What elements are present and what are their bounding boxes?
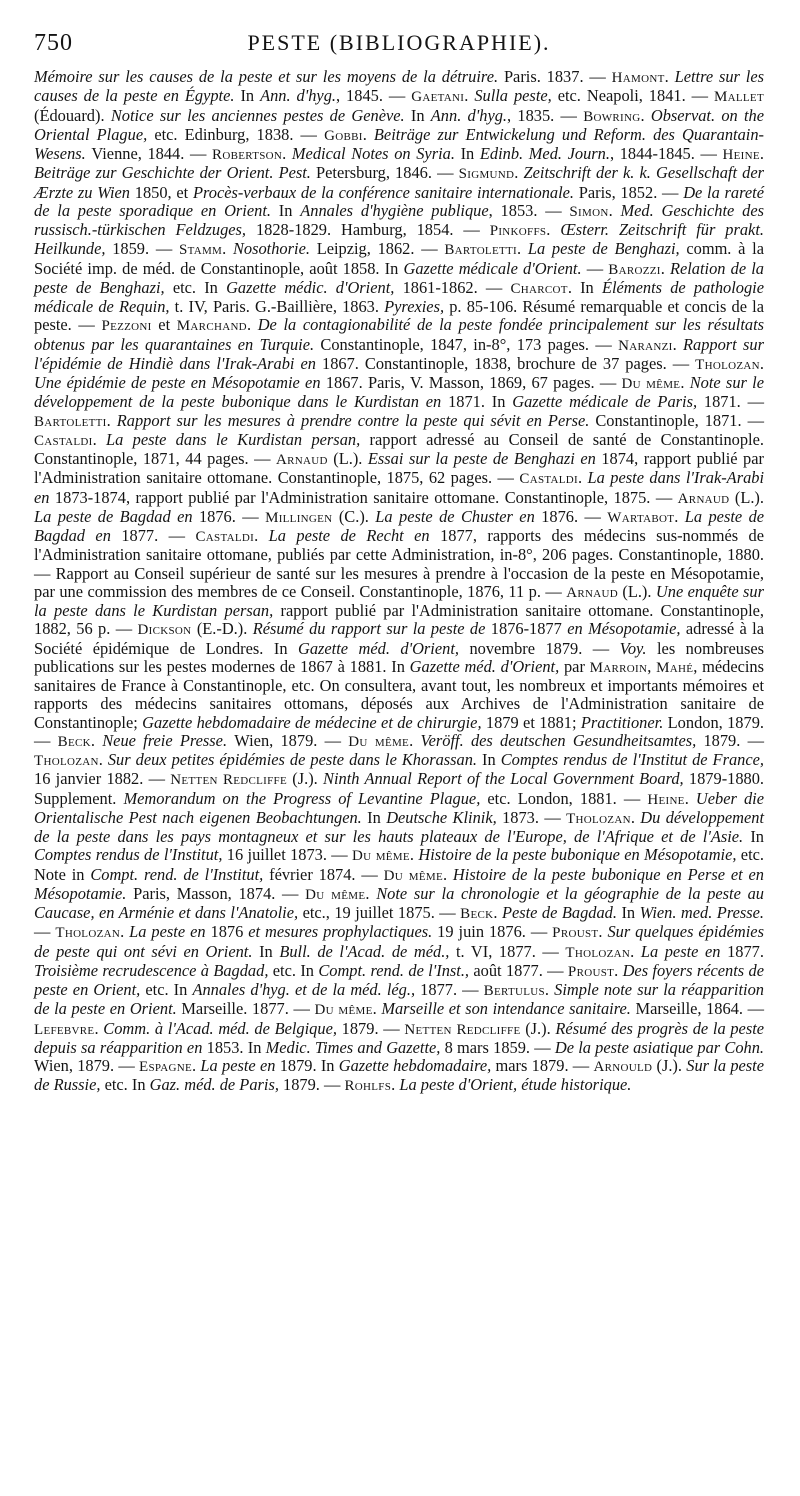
roman-text-segment: — (34, 922, 56, 942)
italic-title-segment: Simple note sur la réapparition de la peste en Orient. (34, 980, 764, 1019)
italic-title-segment: Voy. (619, 638, 657, 658)
roman-text-segment: In (278, 200, 301, 220)
author-name-segment: Castaldi (195, 529, 255, 545)
roman-text-segment: 1877. — (121, 526, 196, 545)
roman-text-segment: . (672, 334, 683, 354)
roman-text-segment: les nombreuses publications sur les pestes modernes de 1867 à 1881. In (34, 638, 764, 676)
roman-text-segment: (J.). (652, 1056, 687, 1075)
roman-text-segment: Leipzig, 1862. — (316, 239, 445, 259)
roman-text-segment: etc. Edinburg, 1838. — (154, 124, 325, 144)
roman-text-segment: . (192, 1056, 201, 1075)
author-name-segment: Dickson (137, 622, 192, 639)
italic-title-segment: Du développement de la peste dans les pays montagneux et sur les hauts plateaux de l'Europe, de l'Afrique et de l'Asie. (34, 807, 764, 846)
italic-title-segment: La peste en (200, 1056, 280, 1075)
roman-text-segment: . (94, 1018, 104, 1038)
roman-text-segment: 1873-1874, rapport publié par l'Administration sanitaire ottomane. Constantinople, 1875. — (54, 487, 678, 507)
italic-title-segment: Histoire de la peste bubonique en Perse et en Mésopotamie. (34, 864, 764, 903)
roman-text-segment: . (464, 86, 475, 106)
roman-text-segment: . (493, 903, 502, 922)
roman-text-segment: t. IV, Paris. G.-Baillière, 1863. (174, 297, 385, 316)
italic-title-segment: Comm. à l'Acad. méd. de Belgique, (103, 1018, 342, 1038)
italic-title-segment: La peste de Benghazi, (527, 239, 687, 259)
italic-title-segment: La peste de Recht en (268, 526, 441, 545)
roman-text-segment: Wien, 1879. — (34, 1056, 139, 1075)
roman-text-segment: etc. In (272, 960, 319, 980)
italic-title-segment: Compt. rend. de l'Institut, (90, 864, 270, 884)
author-name-segment: Tholozan (566, 810, 631, 827)
roman-text-segment: . (254, 526, 269, 545)
author-name-segment: Sigmund (458, 166, 515, 183)
italic-title-segment: Sur deux petites épidémies de peste dans le Khorassan. (107, 750, 483, 769)
italic-title-segment: Beiträge zur Entwickelung und Reform. des Quarantain-Wesens. (34, 124, 764, 163)
author-name-segment: Castaldi (519, 471, 578, 488)
roman-text-segment: 1850, et (134, 182, 193, 202)
roman-text-segment: 8 mars 1859. — (444, 1037, 555, 1057)
roman-text-segment: Marseille, 1864. — (635, 999, 764, 1019)
bibliography-paragraph (34, 68, 764, 1096)
italic-title-segment: Troisième recrudescence à Bagdad, (34, 960, 273, 980)
roman-text-segment: rapport publié par l'Administration sanitaire ottomane. Constantinople, 1882, 56 p. — (34, 601, 764, 639)
roman-text-segment: . (106, 410, 117, 430)
italic-title-segment: Beiträge zur Geschichte der Orient. Pest. (34, 163, 317, 183)
italic-title-segment: Gazette méd. d'Orient, (297, 638, 470, 658)
roman-text-segment: 1874, rapport publié par l'Administration sanitaire ottomane. Constantinople, 1875, 62 pages. — (34, 449, 764, 488)
roman-text-segment: 1879. — (341, 1018, 405, 1038)
roman-text-segment: . (372, 999, 382, 1019)
roman-text-segment: mars 1879. — (495, 1056, 594, 1075)
author-name-segment: Marchand (176, 318, 247, 335)
roman-text-segment: . (759, 353, 764, 373)
italic-title-segment: en Mésopotamie, (567, 619, 686, 639)
roman-text-segment: Vienne, 1844. — (91, 144, 213, 163)
roman-text-segment: Paris. 1837. — (503, 67, 612, 86)
roman-text-segment: , 1835. — (507, 105, 584, 125)
author-name-segment: Heine (722, 147, 760, 163)
roman-text-segment: . (514, 163, 524, 183)
italic-title-segment: Edinb. Med. Journ. (479, 144, 610, 163)
roman-text-segment: , 1853. — (488, 200, 570, 220)
italic-title-segment: La peste de Bagdad en (34, 506, 765, 545)
roman-text-segment: 1877. — (420, 980, 484, 999)
roman-text-segment: comm. à la Société imp. de méd. de Constantinople, août 1858. In (34, 239, 764, 278)
italic-title-segment: Sulla peste, (474, 86, 558, 106)
roman-text-segment: . (409, 845, 419, 865)
italic-title-segment: Note sur le développement de la peste bubonique dans le Kurdistan en (34, 373, 764, 412)
roman-text-segment: etc. Neapoli, 1841. — (557, 86, 714, 106)
author-name-segment: Du même (348, 733, 410, 750)
roman-text-segment: In (259, 941, 280, 961)
roman-text-segment: In (621, 903, 640, 922)
roman-text-segment: 1876-1877 (490, 619, 568, 639)
italic-title-segment: Peste de Bagdad. (501, 903, 622, 922)
author-name-segment: Marroin (589, 659, 648, 676)
author-name-segment: Tholozan (55, 925, 121, 942)
italic-title-segment: Comptes rendus de l'Institut, (34, 845, 227, 865)
author-name-segment: Arnould (593, 1059, 653, 1075)
roman-text-segment: In (750, 827, 764, 846)
author-name-segment: Arnaud (677, 490, 730, 507)
roman-text-segment: novembre 1879. — (469, 638, 620, 658)
roman-text-segment: 1877, rapports des médecins sus-nommés de l'Administration sanitaire ottomane, publiés par cette Administration, in-8°, 206 pages. Constantinople, 1880. — Rapport au Conseil supérieur de santé sur les mesures à prendre à l'occasion de la peste en Mésopotamie, par une commission des membres de ce Conseil. Constantinople, 1876, 11 p. — (34, 526, 765, 601)
author-name-segment: Du même (383, 867, 443, 884)
roman-text-segment: adressé à la Société épidémique de Londres. In (34, 619, 765, 658)
italic-title-segment: Med. Geschichte des russisch.-türkischen Feldzuges, (34, 200, 764, 239)
roman-text-segment: , 1845. — (336, 86, 412, 106)
italic-title-segment: Bull. de l'Acad. de méd., (279, 941, 456, 961)
italic-title-segment: La peste en (129, 922, 211, 942)
author-name-segment: Stamm (178, 242, 223, 259)
italic-title-segment: Veröff. des deutschen Gesundheitsamtes, (420, 730, 704, 750)
italic-title-segment: Mémoire sur les causes de la peste et sur les moyens de la détruire. (34, 67, 504, 86)
italic-title-segment: Lettre sur les causes de la peste en Égypte. (34, 67, 764, 106)
roman-text-segment: . (674, 506, 685, 526)
roman-text-segment: . (630, 941, 641, 961)
italic-title-segment: Des foyers récents de peste en Orient, (34, 960, 764, 999)
roman-text-segment: London, 1879. — (34, 712, 764, 750)
italic-title-segment: De la peste asiatique par Cohn. (554, 1037, 765, 1057)
roman-text-segment: . (640, 105, 651, 125)
author-name-segment: Arnaud (566, 584, 618, 601)
author-name-segment: Bertulus (483, 983, 545, 999)
roman-text-segment: (J.). (520, 1018, 556, 1038)
author-name-segment: Du même (305, 886, 366, 903)
page-number: 750 (34, 30, 73, 56)
author-name-segment: Netten Redcliffe (170, 772, 287, 789)
roman-text-segment: . (90, 730, 103, 750)
italic-title-segment: Note sur la chronologie et la géographie de la peste au Caucase, en Arménie et dans l'Anatolie, (34, 883, 764, 922)
italic-title-segment: De la rareté de la peste sporadique en Orient. (34, 182, 764, 220)
roman-text-segment: . (282, 144, 292, 163)
italic-title-segment: La peste de Bagdad en (34, 506, 199, 526)
roman-text-segment: Constantinople, 1847, in-8°, 173 pages. — (320, 334, 619, 354)
author-name-segment: Netten Redcliffe (404, 1021, 521, 1038)
italic-title-segment: Gazette hebdomadaire, (338, 1056, 496, 1075)
italic-title-segment: Rapport sur les mesures à prendre contre la peste qui sévit en Perse. (116, 410, 596, 430)
author-name-segment: Du même (352, 848, 410, 865)
roman-text-segment: 1876. — (541, 506, 608, 526)
roman-text-segment: . (608, 200, 621, 220)
roman-text-segment: 19 juin 1876. — (437, 922, 553, 942)
roman-text-segment: 1876 (210, 922, 249, 942)
italic-title-segment: Ninth Annual Report of the Local Government Board, (323, 769, 689, 789)
roman-text-segment: 1877. (727, 941, 764, 961)
italic-title-segment: Résumé des progrès de la peste depuis sa réapparition en (34, 1018, 765, 1057)
italic-title-segment: Comptes rendus de l'Institut de France, (500, 750, 764, 769)
roman-text-segment: (Édouard). (34, 105, 111, 125)
roman-text-segment: . (92, 429, 107, 449)
author-name-segment: Pezzoni (101, 318, 152, 335)
roman-text-segment: . (98, 750, 108, 769)
roman-text-segment: , 1844-1845. — (609, 144, 723, 163)
author-name-segment: Bartoletti (444, 242, 517, 259)
italic-title-segment: La peste dans l'Irak-Arabi en (34, 468, 765, 507)
italic-title-segment: Wien. med. Presse. (639, 903, 764, 922)
author-name-segment: Tholozan (695, 356, 760, 373)
italic-title-segment: Éléments de pathologie médicale de Requin, (34, 277, 764, 316)
author-name-segment: Bowring (583, 108, 641, 125)
italic-title-segment: Nosothorie. (232, 239, 317, 259)
italic-title-segment: Gaz. méd. de Paris, (149, 1075, 284, 1095)
running-title: PESTE (BIBLIOGRAPHIE). (247, 30, 551, 55)
italic-title-segment: Gazette méd. d'Orient, (409, 656, 564, 676)
roman-text-segment: Constantinople, 1871. — (595, 410, 765, 430)
roman-text-segment: (L.). (617, 581, 656, 601)
author-name-segment: Beck (57, 733, 91, 750)
roman-text-segment: Paris, 1852. — (578, 182, 684, 202)
author-name-segment: Heine (647, 791, 685, 808)
roman-text-segment: août 1877. — (473, 960, 568, 980)
author-name-segment: Millingen (265, 509, 333, 526)
author-name-segment: Rohlfs (344, 1078, 392, 1095)
roman-text-segment: . (680, 373, 690, 392)
roman-text-segment: rapport adressé au Conseil de santé de Constantinople. Constantinople, 1871, 44 pages. — (34, 429, 764, 468)
italic-title-segment: Ueber die Orientalische Pest nach eigenen Beobachtungen. (34, 788, 764, 827)
roman-text-segment: 16 janvier 1882. — (34, 769, 171, 789)
italic-title-segment: Marseille et son intendance sanitaire. (381, 999, 636, 1019)
roman-text-segment: . (120, 922, 130, 942)
italic-title-segment: Notice sur les anciennes pestes de Genève. (110, 105, 411, 125)
roman-text-segment: . (222, 239, 233, 259)
italic-title-segment: Résumé du rapport sur la peste de (252, 619, 491, 639)
italic-title-segment: Sur la peste de Russie, (34, 1056, 764, 1095)
author-name-segment: Mahé (656, 659, 694, 676)
roman-text-segment: . (391, 1075, 400, 1095)
roman-text-segment: . In (567, 277, 602, 297)
author-name-segment: Du même (621, 376, 681, 392)
italic-title-segment: Memorandum on the Progress of Levantine Plague, (123, 788, 488, 808)
roman-text-segment: 1871. In (448, 392, 513, 412)
roman-text-segment: , (647, 656, 657, 676)
roman-text-segment: In (240, 86, 261, 106)
author-name-segment: Simon (569, 203, 609, 220)
italic-title-segment: et mesures prophylactiques. (248, 922, 438, 942)
roman-text-segment: par (563, 656, 590, 676)
author-name-segment: Mallet (714, 89, 764, 106)
roman-text-segment: 1853. In (206, 1037, 266, 1057)
roman-text-segment: . (664, 67, 675, 86)
roman-text-segment: . (684, 788, 696, 808)
italic-title-segment: Sur quelques épidémies de peste qui ont sévi en Orient. (34, 922, 764, 961)
roman-text-segment: 1867. Paris, V. Masson, 1869, 67 pages. — (325, 373, 622, 392)
author-name-segment: Castaldi (34, 432, 93, 449)
roman-text-segment: 16 juillet 1873. — (226, 845, 353, 865)
roman-text-segment: 1867. Constantinople, 1838, brochure de 37 pages. — (322, 353, 696, 373)
roman-text-segment: Marseille. 1877. — (181, 999, 315, 1019)
italic-title-segment: Observat. on the Oriental Plague, (34, 105, 764, 144)
italic-title-segment: Une enquête sur la peste dans le Kurdistan persan, (34, 581, 764, 620)
roman-text-segment: (C.). (332, 506, 376, 526)
author-name-segment: Gaetani (411, 89, 465, 106)
italic-title-segment: Gazette médicale de Paris, (512, 392, 704, 412)
roman-text-segment: 1828-1829. Hamburg, 1854. — (255, 220, 490, 239)
roman-text-segment: etc. Note in (34, 845, 764, 884)
author-name-segment: Wartabot (607, 509, 675, 526)
roman-text-segment: Paris, Masson, 1874. — (133, 883, 306, 903)
italic-title-segment: Annales d'hyg. et de la méd. lég., (192, 980, 421, 999)
author-name-segment: Hamont (611, 70, 665, 86)
roman-text-segment: 1879-1880. Supplement. (34, 769, 765, 808)
roman-text-segment: , médecins sanitaires de France à Constantinople, etc. On consultera, avant tout, les nombreux et importants mémoires et rapports des médecins sanitaires ottomans, déposés aux Archives de l'Administration sanitaire de Constantinople; (34, 656, 765, 732)
roman-text-segment: 1871. — (703, 392, 764, 412)
italic-title-segment: Medic. Times and Gazette, (265, 1037, 445, 1057)
italic-title-segment: Gazette hebdomadaire de médecine et de chirurgie, (142, 712, 486, 732)
roman-text-segment: . (614, 960, 623, 980)
author-name-segment: Proust (567, 963, 615, 980)
italic-title-segment: Compt. rend. de l'Inst., (318, 960, 474, 980)
italic-title-segment: Pyrexies, (384, 297, 450, 316)
italic-title-segment: Medical Notes on Syria. (291, 144, 461, 163)
roman-text-segment: (L.). (729, 487, 764, 507)
author-name-segment: Naranzi (618, 337, 673, 354)
italic-title-segment: Relation de la peste de Benghazi, (34, 258, 765, 297)
roman-text-segment: 1879 et 1881; (485, 712, 581, 732)
italic-title-segment: Neue freie Presse. (102, 730, 235, 750)
roman-text-segment: . (660, 258, 670, 278)
author-name-segment: Tholozan (34, 753, 99, 769)
italic-title-segment: La peste de Chuster en (375, 506, 542, 526)
roman-text-segment: t. VI, 1877. — (455, 941, 566, 961)
italic-title-segment: La peste d'Orient, étude historique. (399, 1075, 632, 1095)
roman-text-segment: . (544, 980, 555, 999)
author-name-segment: Du même (314, 1002, 373, 1019)
roman-text-segment: . (630, 807, 641, 827)
italic-title-segment: Procès-verbaux de la conférence sanitaire internationale. (192, 182, 579, 202)
roman-text-segment: . (365, 883, 377, 903)
roman-text-segment: 1876. — (198, 506, 266, 526)
roman-text-segment: In (410, 105, 431, 125)
italic-title-segment: Essai sur la peste de Benghazi en (367, 449, 602, 468)
roman-text-segment: . (362, 124, 374, 144)
roman-text-segment: 1879. In (279, 1056, 339, 1075)
roman-text-segment: etc. London, 1881. — (487, 788, 648, 808)
roman-text-segment: . (442, 864, 453, 884)
roman-text-segment: In (460, 144, 480, 163)
roman-text-segment: . (546, 220, 561, 239)
roman-text-segment: février 1874. — (269, 864, 384, 884)
roman-text-segment: 1861-1862. — (402, 277, 511, 297)
roman-text-segment: 1859. — (112, 239, 179, 259)
italic-title-segment: Ann. d'hyg. (430, 105, 508, 125)
roman-text-segment: 1879. — (283, 1075, 345, 1095)
roman-text-segment: et (151, 315, 177, 335)
author-name-segment: Proust (552, 925, 599, 942)
italic-title-segment: De la contagionabilité de la peste fondée principalement sur les résultats obtenus par les quarantaines en Turquie. (34, 315, 765, 354)
roman-text-segment: — (586, 258, 609, 278)
italic-title-segment: Gazette médicale d'Orient. (403, 258, 587, 278)
italic-title-segment: Annales d'hygiène publique (300, 200, 489, 220)
running-head (34, 24, 764, 68)
roman-text-segment: . (516, 239, 528, 259)
roman-text-segment: 1879. — (703, 730, 764, 750)
italic-title-segment: Zeitschrift der k. k. Gesellschaft der Ærzte zu Wien (34, 163, 764, 202)
roman-text-segment: 1873. — (502, 807, 567, 827)
roman-text-segment: . (577, 468, 588, 488)
author-name-segment: Espagne (139, 1059, 193, 1075)
roman-text-segment: (L.). (327, 449, 368, 468)
roman-text-segment: . (598, 922, 608, 942)
roman-text-segment: (E.-D.). (191, 619, 253, 639)
author-name-segment: Lefebvre (34, 1021, 95, 1038)
italic-title-segment: La peste dans le Kurdistan persan, (106, 429, 370, 449)
roman-text-segment: etc. In (104, 1075, 150, 1095)
roman-text-segment: In (482, 750, 501, 769)
author-name-segment: Tholozan (565, 944, 631, 961)
roman-text-segment: . (409, 730, 421, 750)
roman-text-segment: etc. In (172, 277, 227, 297)
roman-text-segment: In (367, 807, 387, 827)
author-name-segment: Gobbi (324, 127, 363, 144)
italic-title-segment: Une épidémie de peste en Mésopotamie en (34, 373, 326, 392)
italic-title-segment: Rapport sur l'épidémie de Hindiè dans l'Irak-Arabi en (34, 334, 765, 373)
author-name-segment: Arnaud (276, 452, 328, 468)
italic-title-segment: Histoire de la peste bubonique en Mésopotamie, (418, 845, 741, 865)
roman-text-segment: Petersburg, 1846. — (316, 163, 459, 183)
roman-text-segment: (J.). (287, 769, 324, 789)
author-name-segment: Bartoletti (34, 413, 107, 430)
italic-title-segment: Gazette médic. d'Orient, (226, 277, 403, 297)
author-name-segment: Barozzi (608, 261, 661, 278)
italic-title-segment: La peste en (640, 941, 728, 961)
roman-text-segment: Wien, 1879. — (234, 730, 349, 750)
roman-text-segment: . (246, 315, 258, 335)
author-name-segment: Robertson (212, 147, 283, 163)
italic-title-segment: Practitioner. (580, 712, 668, 732)
author-name-segment: Pinkoffs (489, 223, 547, 239)
roman-text-segment: etc., 19 juillet 1875. — (302, 903, 461, 922)
italic-title-segment: Ann. d'hyg. (260, 86, 336, 106)
roman-text-segment: p. 85-106. Résumé remarquable et concis de la peste. — (34, 297, 764, 335)
author-name-segment: Beck (460, 906, 494, 922)
italic-title-segment: Œsterr. Zeitschrift für prakt. Heilkunde, (34, 220, 764, 259)
author-name-segment: Charcot (510, 280, 568, 297)
italic-title-segment: Deutsche Klinik, (386, 807, 503, 827)
roman-text-segment: . (759, 144, 764, 163)
roman-text-segment: etc. In (145, 980, 193, 999)
